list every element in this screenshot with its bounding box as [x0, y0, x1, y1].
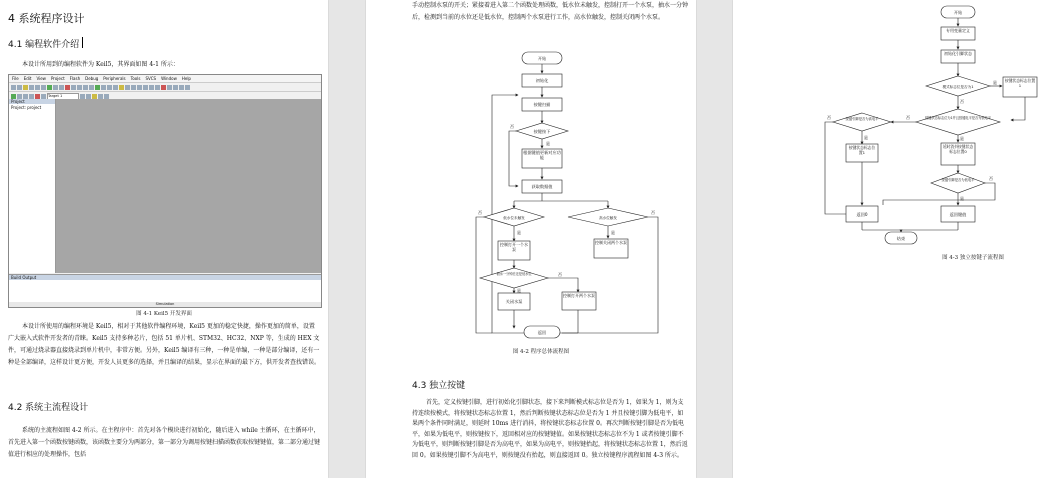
text-cursor	[82, 37, 83, 48]
sub-no-label: 否	[959, 99, 965, 104]
paragraph-key-description: 首先，定义按键引脚，进行初始化引脚状态，接下来判断模式标志位是否为 1，如果为 1，则为支持连续按模式，将按键状态标志位置 1，然后判断按键状态标志位是否为 1 并且按键引脚为低电平，如果两个条件同时满足，则延时 10ms 进行消抖，将按键状态标志位置 0。再次判断按键引脚是否为低电平，如果为低电平，则按键按下，返回相对应的按键键值。如果按键状态标志位不为 1 或者按键引脚不为低电平，则判断按键引脚是否为高电平，如果为高电平，则按键抬起，将按键状态标志位置 1，然后返回 0。如果按键引脚不为高电平，则按键没有抬起，则直接返回 0。独立按键程序流程如图 4-3 所示。	[412, 399, 688, 459]
keil-menu-peripherals: Peripherals	[103, 76, 126, 81]
sub-setflag-text: 按键状态标志位置1	[1004, 78, 1036, 88]
section-heading-4-1: 4.1 编程软件介绍	[8, 40, 80, 50]
sub-init-text: 初始化引脚状态	[944, 51, 972, 56]
paragraph-main-flow: 系统的主流程如图 4-2 所示。在主程序中：首先对各个模块进行初始化，随后进入 while 主循环，在主循环中，首先进入第一个函数按键函数，该函数主要分为两部分，第一部分为调用按键扫描函数获取按键键值，第二部分通过键值进行相应的处理操作，包括	[8, 427, 321, 458]
sub-end-text: 结束	[896, 236, 906, 241]
sub-ret0-text: 返回0	[856, 212, 868, 217]
key-subflowchart	[733, 0, 1040, 260]
paragraph-continued: 手动控制水泵的开关；紧接着进入第二个函数处理函数，低水位未触发，控制打开一个水泵，抽水一分钟后，检测到当前的水位还是低水位，控制两个水泵进行工作，高水位触发，控制关闭两个水泵。	[412, 2, 689, 21]
keil-output-header: Build Output	[9, 275, 321, 280]
keil-menu-help: Help	[181, 76, 191, 81]
keil-project-header: Project	[9, 99, 55, 104]
document-page-3	[733, 0, 1040, 478]
sub-yes-label: 是	[992, 80, 998, 85]
keil-project-pane	[9, 99, 56, 273]
keil-build-output	[9, 274, 321, 303]
document-page-1	[0, 0, 328, 478]
flow-low-text: 低水位未触发	[503, 216, 525, 220]
keil-menu-view: View	[36, 76, 46, 81]
flow-end-text: 返回	[537, 330, 547, 335]
section-heading-4-3: 4.3 独立按键	[412, 381, 466, 391]
figure-4-3-caption: 图 4-3 独立按键子流程图	[942, 255, 1004, 261]
keil-menu-tools: Tools	[130, 76, 141, 81]
sub-no-label-4: 否	[988, 176, 994, 181]
flow-no-label-3: 否	[557, 272, 563, 277]
flow-one-pump-text: 控制打开一个水泵	[500, 242, 528, 252]
flow-update-text: 根据键值更新对应功能	[523, 150, 561, 160]
sub-delay-text: 延时消抖按键状态标志位置0	[942, 144, 974, 154]
flow-yes-label-2: 是	[516, 230, 522, 235]
keil-menu-window: Window	[161, 76, 177, 81]
paragraph-keil: 本设计所使用的编程环境是 Keil5，相对于其他软件编程环境，Keil5 更加的稳定快捷，操作更加的简单，设置广大嵌入式软件开发者的青睐。Keil5 支持多种芯片，包括 51 单片机、STM32、HC32、NXP 等，生成的 HEX 文件，可通过烧录器直接烧录到单片机中，非常方便。另外，Keil5 编译有三种，一种是单编，一种是部分编译，还有一种是全部编译，这样设计更方便，开发人员更多的选择，并且编译的结果，显示在界面的最下方，供开发者查找错误。	[8, 323, 321, 366]
sub-retkey-text: 返回键值	[949, 212, 967, 217]
sub-start-text: 开始	[953, 10, 963, 15]
flow-start-text: 开始	[537, 56, 547, 61]
keil-toolbar-1	[9, 82, 321, 91]
flow-two-pumps-text: 控制打开两个水泵	[563, 293, 595, 298]
flow-stilllow-text: 抽水一分钟后还是低水位	[496, 272, 532, 276]
sub-cond-text: 按键状态标志位为1并且按键电平是否为低电平	[925, 116, 991, 120]
keil-menu-project: Project	[50, 76, 65, 81]
flow-closeall-text: 控制关闭两个水泵	[595, 240, 627, 245]
flow-keyscan-text: 按键扫描	[533, 102, 551, 107]
keil-screenshot	[8, 74, 322, 308]
sub-flag1-text: 按键状态标志位置1	[848, 145, 876, 155]
keil-menu-edit: Edit	[23, 76, 32, 81]
chapter-heading: 4 系统程序设计	[8, 12, 85, 25]
flow-no-label-4: 否	[650, 210, 656, 215]
sub-yes-label-3: 是	[863, 135, 869, 140]
keil-menu-svcs: SVCS	[145, 76, 157, 81]
keil-menu-debug: Debug	[85, 76, 99, 81]
flow-yes-label: 是	[545, 141, 551, 146]
flow-no-label-2: 否	[477, 210, 483, 215]
flow-closepump-text: 关闭水泵	[505, 299, 523, 304]
sub-def-text: 专用变量定义	[946, 28, 970, 33]
figure-4-1-caption: 图 4-1 Keil5 开发界面	[136, 311, 192, 317]
sub-keylow2-text: 按键引脚是否为低电平	[941, 178, 975, 182]
sub-yes-label-4: 是	[959, 196, 965, 201]
sub-keyhigh-text: 按键引脚是否为高电平	[845, 117, 879, 121]
sub-mode-text: 模式标志位是否为1	[942, 85, 974, 89]
flow-init-text: 初始化	[535, 78, 549, 83]
main-flowchart	[366, 0, 696, 335]
flow-high-text: 高水位触发	[599, 216, 617, 220]
keil-target-select: Target 1	[47, 93, 79, 100]
keil-project-item: Project: project	[11, 105, 42, 110]
keil-menu-file: File	[12, 76, 19, 81]
sub-yes-label-2: 是	[959, 136, 965, 141]
section-heading-4-2: 4.2 系统主流程设计	[8, 403, 89, 413]
sub-no-label-3: 否	[826, 115, 832, 120]
figure-4-2-caption: 图 4-2 程序总体流程图	[512, 349, 570, 355]
keil-statusbar: Simulation	[9, 302, 321, 307]
document-page-2	[366, 0, 696, 478]
paragraph-intro: 本设计所用到的编程软件为 Keil5，其界面如图 4-1 所示：	[22, 61, 179, 68]
flow-yes-label-3: 是	[610, 230, 616, 235]
flow-no-label: 否	[509, 124, 515, 129]
keil-editor-area	[56, 99, 321, 273]
flow-keypressed-text: 按键按下	[533, 129, 551, 134]
keil-menu-flash: Flash	[69, 76, 81, 81]
flow-data-text: 获取数据值	[531, 184, 553, 189]
keil-menubar	[9, 75, 321, 82]
flow-yes-label-4: 是	[516, 288, 522, 293]
sub-no-label-2: 否	[905, 115, 911, 120]
